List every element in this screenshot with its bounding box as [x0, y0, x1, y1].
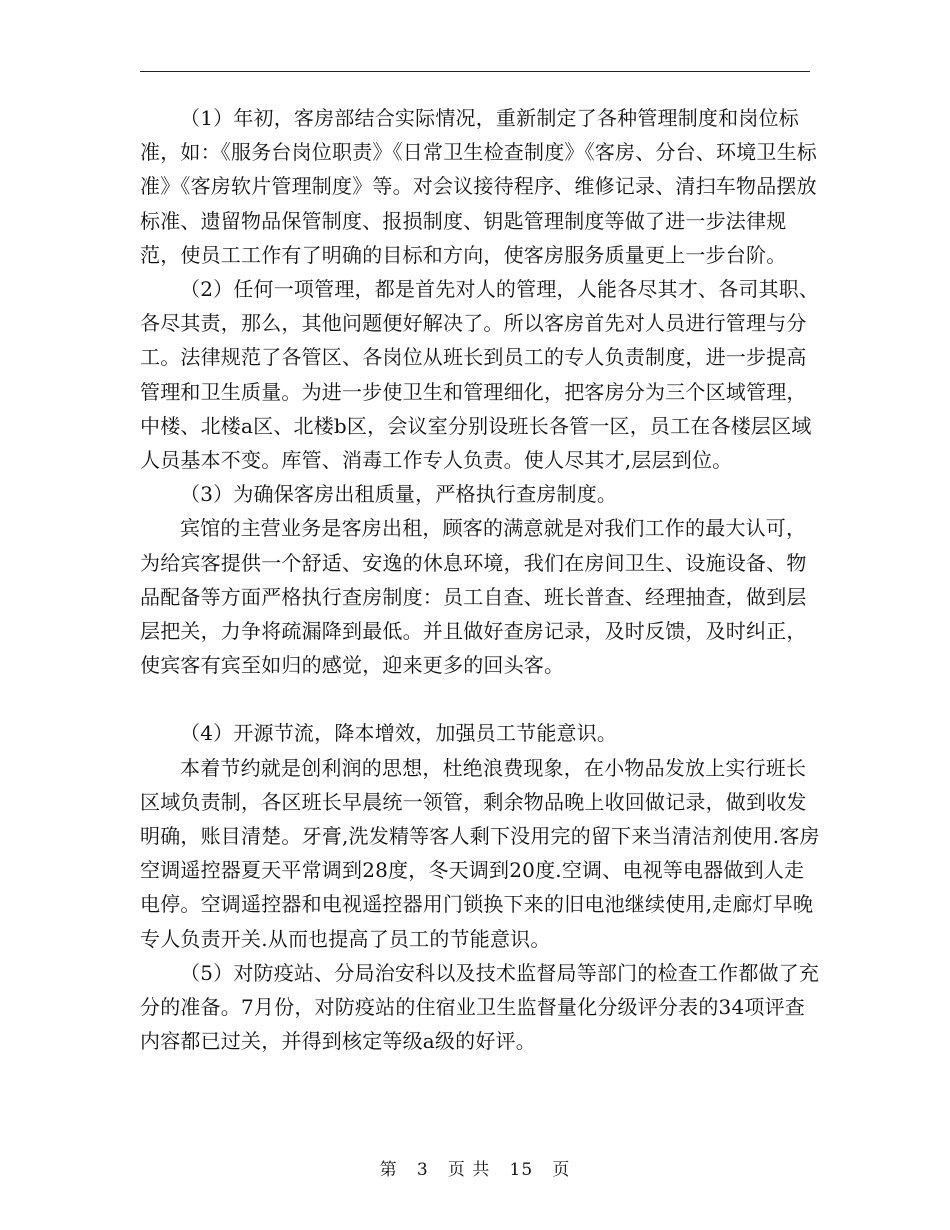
page-footer: [0, 1155, 950, 1180]
paragraph-6: 本着节约就是创利润的思想，杜绝浪费现象，在小物品发放上实行班长区域负责制，各区班长早晨统一领管，剩余物品晚上收回做记录，做到收发明确，账目清楚。牙膏,洗发精等客人剩下没用完的留下来当清洁剂使用.客房空调遥控器夏天平常调到28度，冬天调到20度.空调、电视等电器做到人走电停。空调遥控器和电视遥控器用门锁换下来的旧电池继续使用,走廊灯早晚专人负责开关.从而也提高了员工的节能意识。: [140, 755, 820, 951]
paragraph-3: （3）为确保客房出租质量，严格执行查房制度。: [180, 482, 618, 507]
footer-suffix: 页: [552, 1160, 571, 1180]
document-body: [140, 101, 820, 1058]
paragraph-5: （4）开源节流，降本增效，加强员工节能意识。: [180, 721, 618, 746]
footer-prefix: 第: [379, 1160, 398, 1180]
paragraph-7: （5）对防疫站、分局治安科以及技术监督局等部门的检查工作都做了充分的准备。7月份，对防疫站的住宿业卫生监督量化分级评分表的34项评查内容都已过关，并得到核定等级a级的好评。: [140, 960, 820, 1054]
paragraph-2: （2）任何一项管理，都是首先对人的管理，人能各尽其才、各司其职、各尽其责，那么，其他问题便好解决了。所以客房首先对人员进行管理与分工。法律规范了各管区、各岗位从班长到员工的专人负责制度，进一步提高管理和卫生质量。为进一步使卫生和管理细化，把客房分为三个区域管理，中楼、北楼a区、北楼b区，会议室分别设班长各管一区，员工在各楼层区域人员基本不变。库管、消毒工作专人负责。使人尽其才,层层到位。: [140, 277, 820, 473]
paragraph-1: （1）年初，客房部结合实际情况，重新制定了各种管理制度和岗位标准，如：《服务台岗位职责》《日常卫生检查制度》《客房、分台、环境卫生标准》《客房软片管理制度》等。对会议接待程序、维修记录、清扫车物品摆放标准、遗留物品保管制度、报损制度、钥匙管理制度等做了进一步法律规范，使员工工作有了明确的目标和方向，使客房服务质量更上一步台阶。: [140, 106, 817, 267]
footer-total-pages: 15: [509, 1160, 534, 1180]
footer-current-page: 3: [416, 1160, 429, 1180]
header-rule: [140, 71, 810, 72]
paragraph-4: 宾馆的主营业务是客房出租，顾客的满意就是对我们工作的最大认可，为给宾客提供一个舒适、安逸的休息环境，我们在房间卫生、设施设备、物品配备等方面严格执行查房制度：员工自查、班长普查、经理抽查，做到层层把关，力争将疏漏降到最低。并且做好查房记录，及时反馈，及时纠正，使宾客有宾至如归的感觉，迎来更多的回头客。: [140, 516, 807, 678]
footer-middle: 页 共: [447, 1160, 491, 1180]
